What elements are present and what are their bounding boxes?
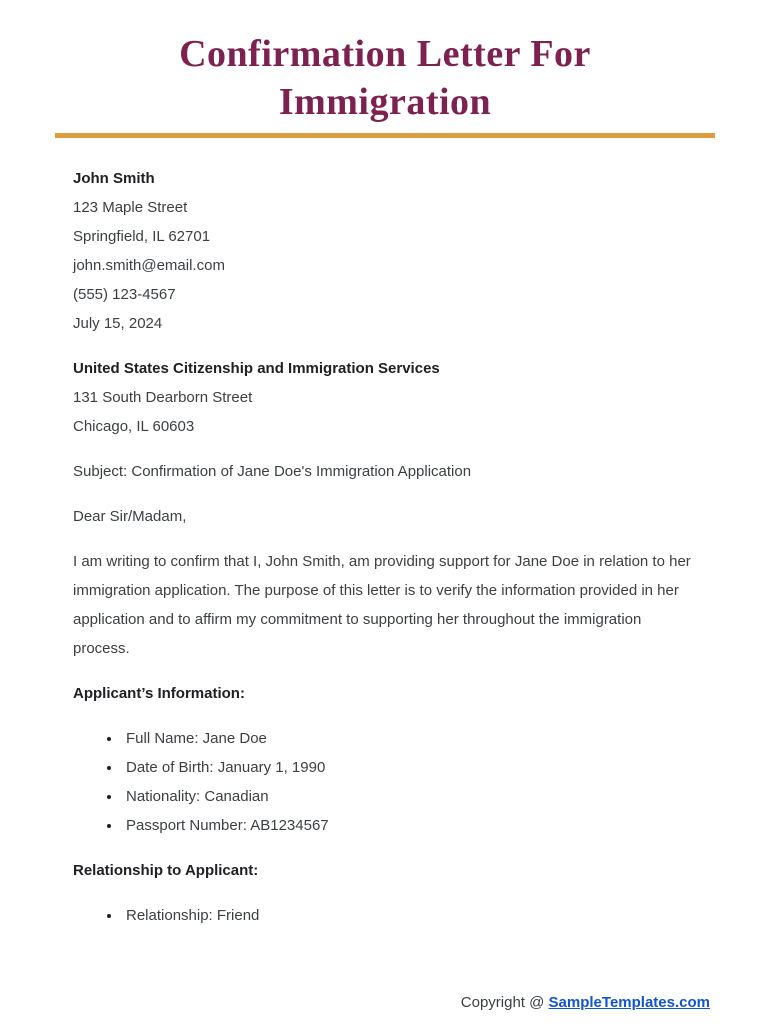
sampletemplates-link[interactable]: SampleTemplates.com [548, 994, 710, 1011]
sender-address-line2: Springfield, IL 62701 [73, 228, 211, 245]
copyright-text: Copyright @ [460, 994, 549, 1011]
list-item: • Full Name: Jane Doe [122, 724, 697, 753]
footer [461, 992, 710, 1014]
sender-email: john.smith@email.com [73, 257, 225, 274]
document-title: Confirmation Letter For Immigration [179, 33, 591, 123]
sender-phone: (555) 123-4567 [73, 286, 176, 303]
recipient-address-line1: 131 South Dearborn Street [73, 389, 253, 406]
applicant-info-list [73, 724, 697, 840]
applicant-info-heading: Applicant’s Information: [73, 685, 245, 702]
list-item: • Relationship: Friend [122, 901, 697, 930]
letter-document [0, 30, 770, 1031]
subject-line: Subject: Confirmation of Jane Doe's Immigration Application [73, 463, 472, 480]
letter-body [0, 138, 770, 930]
letter-date: July 15, 2024 [73, 315, 163, 332]
relationship-list [73, 901, 697, 930]
sender-block [73, 164, 697, 338]
sender-name: John Smith [73, 170, 155, 187]
list-item: • Passport Number: AB1234567 [122, 811, 697, 840]
list-item: • Nationality: Canadian [122, 782, 697, 811]
recipient-name: United States Citizenship and Immigration Services [73, 360, 440, 377]
salutation: Dear Sir/Madam, [73, 508, 187, 525]
body-paragraph: I am writing to confirm that I, John Smith, am providing support for Jane Doe in relation to her immigration application. The purpose of this letter is to verify the information provided in her application and to affirm my commitment to supporting her throughout the immigration process. [73, 553, 691, 657]
list-item: • Date of Birth: January 1, 1990 [122, 753, 697, 782]
recipient-block [73, 354, 697, 441]
relationship-heading: Relationship to Applicant: [73, 862, 259, 879]
sender-address-line1: 123 Maple Street [73, 199, 188, 216]
recipient-address-line2: Chicago, IL 60603 [73, 418, 195, 435]
